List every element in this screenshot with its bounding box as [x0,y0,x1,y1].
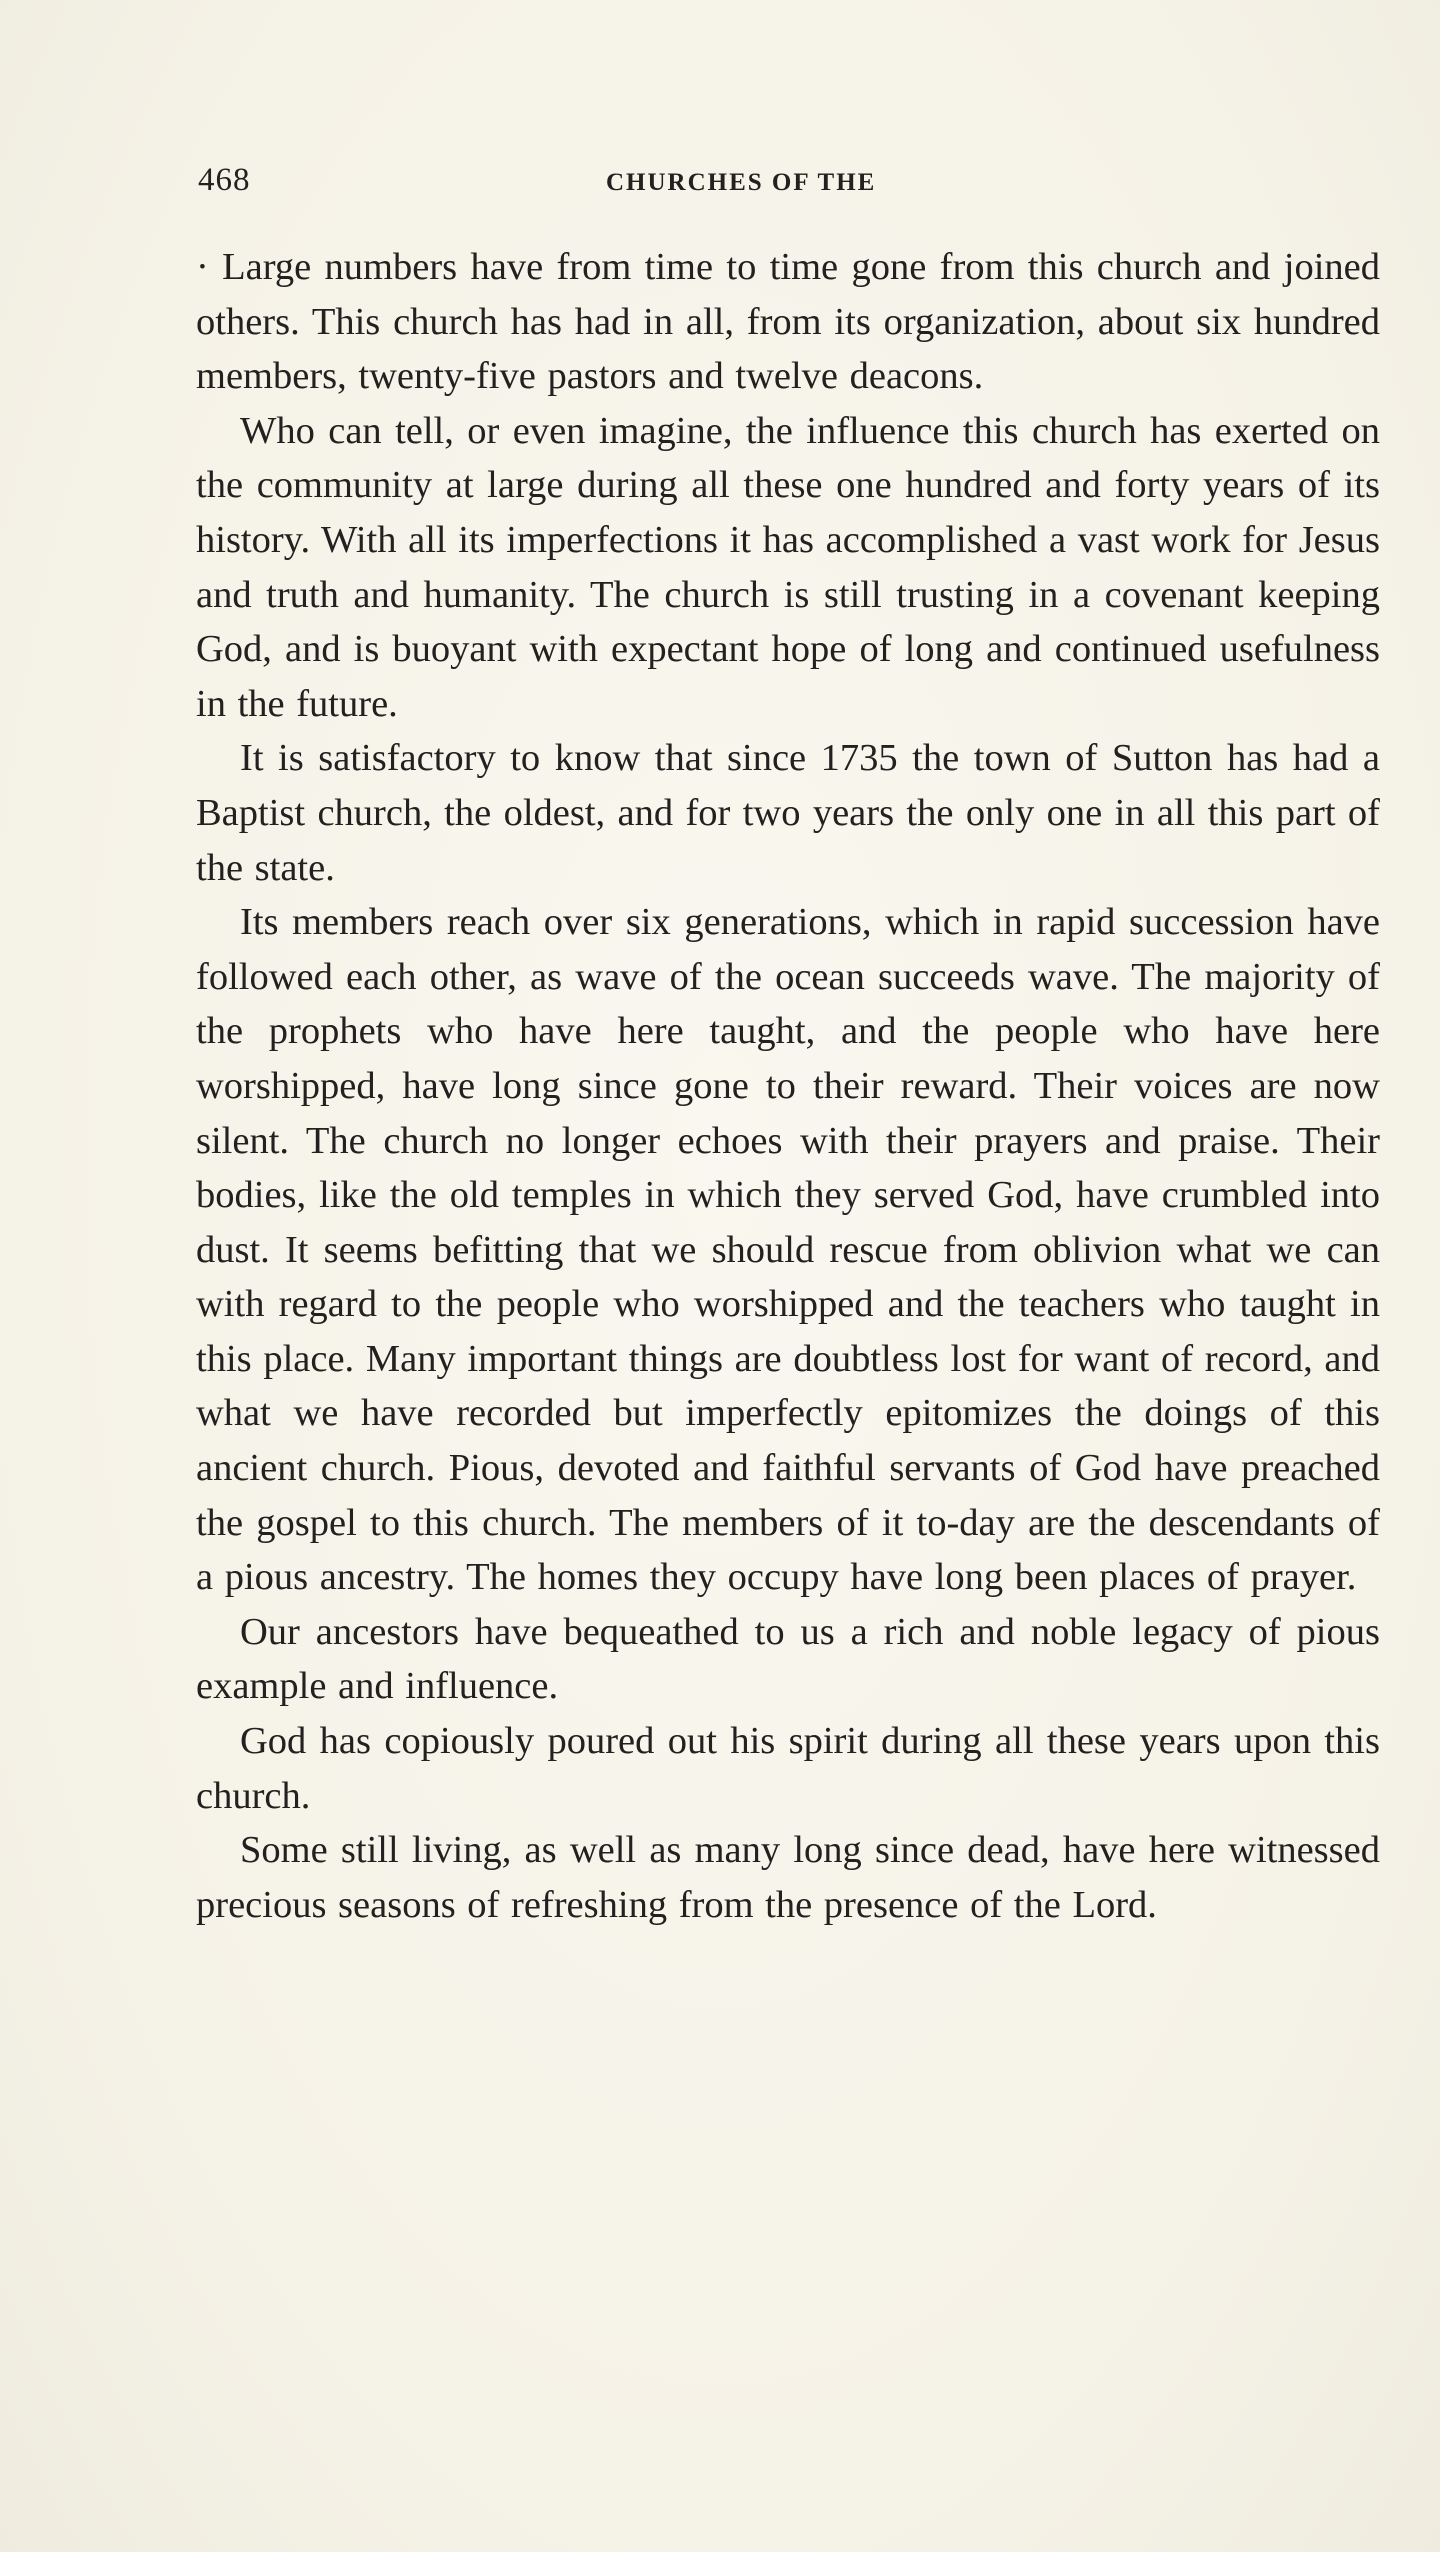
running-title: CHURCHES OF THE [606,169,877,196]
paragraph-3: It is satisfactory to know that since 1735 the town of Sutton has had a Baptist church, the oldest, and for two years the only one in all this part of the state. [196,737,1380,889]
paragraph-4: Its members reach over six generations, which in rapid succession have followed each other, as wave of the ocean succeeds wave. The majority of the prophets who have here taught, and the people who have here worshipped, have long since gone to their reward. Their voices are now silent. The church no longer echoes with their prayers and praise. Their bodies, like the old temples in which they served God, have crumbled into dust. It seems befitting that we should rescue from oblivion what we can with regard to the people who worshipped and the teachers who taught in this place. Many important things are doubtless lost for want of record, and what we have recorded but imperfectly epitomizes the doings of this ancient church. Pious, devoted and faithful servants of God have preached the gospel to this church. The members of it to-day are the descendants of a pious ancestry. The homes they occupy have long been places of prayer. [196,901,1380,1599]
paragraph-1: · Large numbers have from time to time gone from this church and joined others. This church has had in all, from its organization, about six hundred members, twenty-five pastors and twelve deacons. [196,246,1380,398]
running-head [198,162,1380,206]
paragraph-2: Who can tell, or even imagine, the influence this church has exerted on the community at large during all these one hundred and forty years of its history. With all its imperfections it has accomplished a vast work for Jesus and truth and humanity. The church is still trusting in a covenant keeping God, and is buoyant with expectant hope of long and continued usefulness in the future. [196,409,1380,725]
body-text [196,240,1380,1932]
paragraph-6: God has copiously poured out his spirit during all these years upon this church. [196,1720,1380,1817]
paragraph-5: Our ancestors have bequeathed to us a rich and noble legacy of pious example and influence. [196,1610,1380,1708]
paragraph-7: Some still living, as well as many long since dead, have here witnessed precious seasons of refreshing from the presence of the Lord. [196,1829,1380,1926]
page-number: 468 [198,162,251,198]
